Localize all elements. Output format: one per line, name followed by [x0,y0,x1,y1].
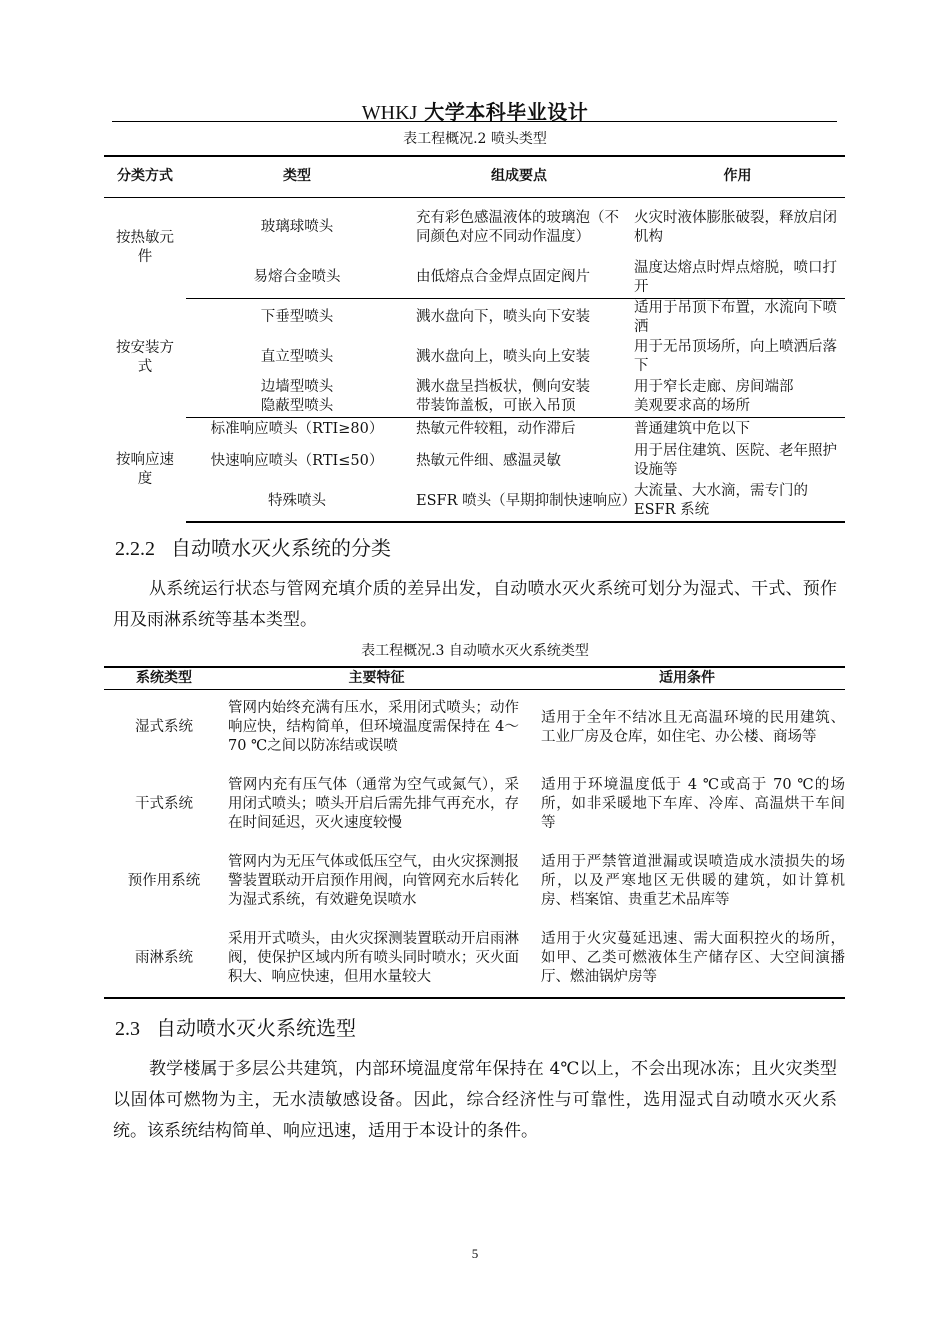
table-row [104,766,845,843]
function-cell: 适用于吊顶下布置，水流向下喷洒 [634,299,837,335]
category-cell: 按安装方式 [116,339,174,375]
page-number: 5 [471,1246,479,1261]
table-row [104,441,845,481]
table-system-types [104,666,845,999]
table1-caption: 表工程概况.2 喷头类型 [403,131,547,147]
type-cell: 隐蔽型喷头 [186,397,408,417]
table-row [104,481,845,522]
th-condition: 适用条件 [529,667,845,689]
header-title-zh: 大学本科毕业设计 [424,100,589,124]
th-feature: 主要特征 [224,667,529,689]
function-cell: 用于居住建筑、医院、老年照护设施等 [634,443,837,478]
th-type: 类型 [186,156,408,197]
condition-cell: 适用于环境温度低于 4 ℃或高于 70 ℃的场所，如非采暖地下车库、冷库、高温烘干车间等 [541,777,845,831]
header-title-en: WHKJ [361,102,418,124]
composition-cell: ESFR 喷头（早期抑制快速响应） [408,481,630,522]
composition-cell: 热敏元件较粗，动作滞后 [416,420,576,437]
feature-cell: 管网内充有压气体（通常为空气或氮气），采用闭式喷头；喷头开启后需先排气再充水，存在时间延迟，灭火速度较慢 [228,777,519,831]
system-type-cell: 雨淋系统 [104,920,224,998]
system-type-cell: 湿式系统 [135,719,193,736]
function-cell: 用于无吊顶场所，向上喷洒后落下 [634,339,837,374]
system-type-cell: 干式系统 [135,796,193,812]
table-row [104,920,845,998]
feature-cell: 管网内为无压气体或低压空气，由火灾探测报警装置联动开启预作用阀，向管网充水后转化为湿式系统，有效避免误喷水 [228,854,519,908]
table-row [104,298,845,337]
section-number: 2.3 [115,1018,140,1040]
type-cell: 易熔合金喷头 [186,258,408,298]
table2-caption: 表工程概况.3 自动喷水灭火系统类型 [361,643,589,659]
table-row [104,689,845,766]
type-cell: 直立型喷头 [260,348,334,365]
function-cell: 用于窄长走廊、房间端部 [634,378,794,395]
composition-cell: 热敏元件细、感温灵敏 [416,452,561,469]
function-cell: 大流量、大水滴，需专门的 ESFR 系统 [630,481,845,522]
table-row [104,417,845,441]
section-heading-2-2-2 [115,532,391,561]
condition-cell: 适用于火灾蔓延迅速、需大面积控火的场所，如甲、乙类可燃液体生产储存区、大空间演播厅、燃油锅炉房等 [529,920,845,998]
table-row [104,258,845,298]
function-cell: 美观要求高的场所 [630,397,845,417]
th-category: 分类方式 [104,156,186,197]
function-cell: 温度达熔点时焊点熔脱，喷口打开 [630,258,845,298]
table-row [104,397,845,417]
type-cell: 边墙型喷头 [260,378,334,395]
condition-cell: 适用于全年不结冰且无高温环境的民用建筑、工业厂房及仓库，如住宅、办公楼、商场等 [541,709,845,745]
function-cell: 火灾时液体膨胀破裂，释放启闭机构 [634,209,837,245]
th-composition: 组成要点 [408,156,630,197]
type-cell: 下垂型喷头 [260,309,334,326]
section-title: 自动喷水灭火系统的分类 [171,536,391,560]
table-row [104,197,845,258]
composition-cell: 充有彩色感温液体的玻璃泡（不同颜色对应不同动作温度） [416,209,619,245]
composition-cell: 溅水盘向下，喷头向下安装 [416,309,590,326]
paragraph-classification: 从系统运行状态与管网充填介质的差异出发，自动喷水灭火系统可划分为湿式、干式、预作用及雨淋系统等基本类型。 [113,579,837,630]
type-cell: 快速响应喷头（RTI≤50） [210,452,384,469]
table-sprinkler-types [104,155,845,523]
feature-cell: 管网内始终充满有压水，采用闭式喷头；动作响应快，结构简单，但环境温度需保持在 4～70 ℃之间以防冻结或误喷 [228,700,519,755]
table-row [104,843,845,920]
type-cell: 玻璃球喷头 [260,219,334,236]
composition-cell: 溅水盘呈挡板状，侧向安装 [416,378,590,395]
system-type-cell: 预作用系统 [127,873,201,889]
composition-cell: 带装饰盖板，可嵌入吊顶 [408,397,630,417]
section-heading-2-3 [115,1012,356,1041]
composition-cell: 由低熔点合金焊点固定阀片 [408,258,630,298]
paragraph-selection: 教学楼属于多层公共建筑，内部环境温度常年保持在 4℃以上，不会出现冰冻；且火灾类型以固体可燃物为主，无水渍敏感设备。因此，综合经济性与可靠性，选用湿式自动喷水灭火系统。该系统结构简单、响应迅速，适用于本设计的条件。 [113,1059,837,1141]
table-header-row [104,667,845,689]
function-cell: 普通建筑中危以下 [634,420,750,437]
category-cell: 按响应速度 [116,451,174,487]
header-rule [112,121,837,122]
th-function: 作用 [630,156,845,197]
table-row [104,337,845,377]
table-header-row [104,156,845,197]
section-title: 自动喷水灭火系统选型 [156,1016,356,1040]
feature-cell: 采用开式喷头，由火灾探测装置联动开启雨淋阀，使保护区域内所有喷头同时喷水；灭火面积大、响应快速，但用水量较大 [224,920,529,998]
table-row [104,377,845,397]
th-system-type: 系统类型 [104,667,224,689]
composition-cell: 溅水盘向上，喷头向上安装 [416,348,590,365]
category-cell: 按热敏元件 [116,229,174,265]
condition-cell: 适用于严禁管道泄漏或误喷造成水渍损失的场所，以及严寒地区无供暖的建筑，如计算机房、档案馆、贵重艺术品库等 [541,854,845,908]
type-cell: 特殊喷头 [186,481,408,522]
section-number: 2.2.2 [115,538,155,560]
type-cell: 标准响应喷头（RTI≥80） [210,420,384,437]
